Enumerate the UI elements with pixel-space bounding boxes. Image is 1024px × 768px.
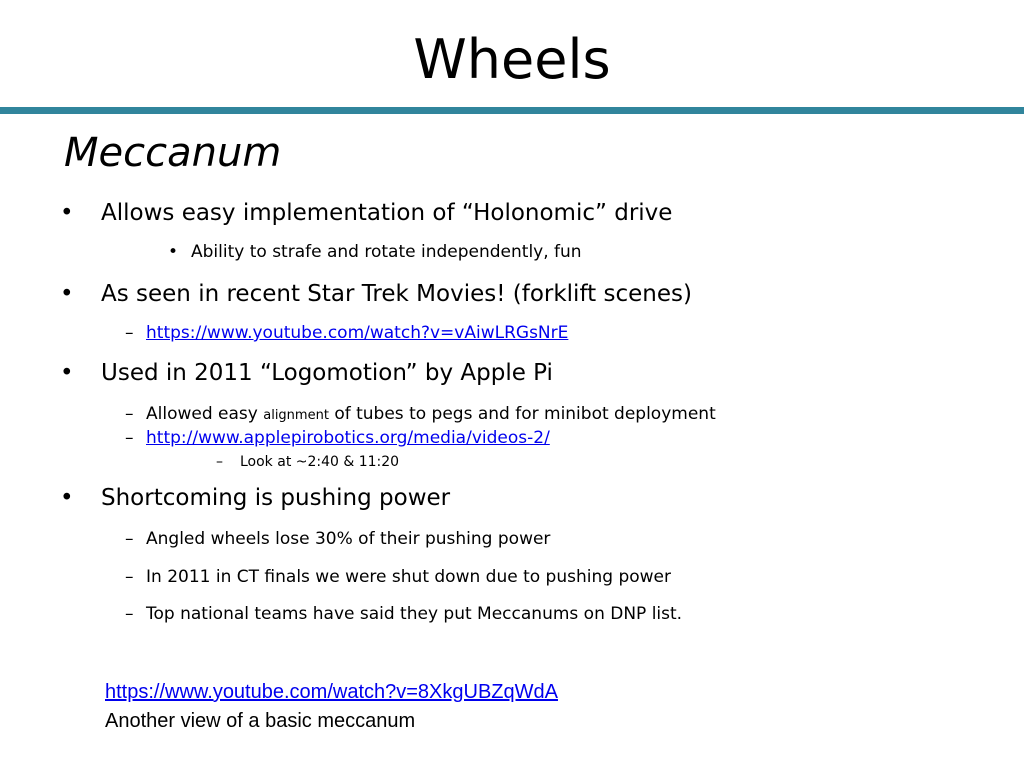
footer-caption: Another view of a basic meccanum: [105, 710, 416, 732]
sub-item-alignment: [146, 403, 716, 427]
applepi-videos-link[interactable]: http://www.applepirobotics.org/media/videos-2/: [146, 428, 550, 448]
sub-bullet-marker: •: [168, 242, 179, 262]
youtube-link-basic-meccanum[interactable]: https://www.youtube.com/watch?v=8XkgUBZqWdA: [105, 681, 558, 703]
dash-marker: –: [125, 323, 134, 343]
slide-title: Wheels: [413, 28, 611, 91]
alignment-text-after: of tubes to pegs and for minibot deployment: [328, 404, 716, 424]
dash-marker: –: [125, 604, 134, 624]
bullet-shortcoming: Shortcoming is pushing power: [101, 485, 451, 511]
dash-marker: –: [216, 454, 223, 470]
title-divider: [0, 107, 1024, 114]
sub-item-angled-wheels: Angled wheels lose 30% of their pushing power: [146, 529, 551, 549]
bullet-marker: •: [60, 360, 74, 386]
bullet-star-trek: As seen in recent Star Trek Movies! (forklift scenes): [101, 281, 692, 307]
sub-item-dnp-list: Top national teams have said they put Meccanums on DNP list.: [146, 604, 683, 624]
section-heading: Meccanum: [64, 130, 282, 176]
alignment-text-before: Allowed easy: [146, 404, 264, 424]
alignment-text-small: alignment: [263, 408, 329, 423]
sub-sub-item-timestamps: Look at ~2:40 & 11:20: [240, 454, 400, 470]
youtube-link-forklift[interactable]: https://www.youtube.com/watch?v=vAiwLRGsNrE: [146, 323, 569, 343]
bullet-holonomic-drive: Allows easy implementation of “Holonomic” drive: [101, 200, 673, 226]
bullet-marker: •: [60, 200, 74, 226]
bullet-logomotion: Used in 2011 “Logomotion” by Apple Pi: [101, 360, 553, 386]
dash-marker: –: [125, 567, 134, 587]
dash-marker: –: [125, 404, 134, 424]
sub-bullet-strafe-rotate: Ability to strafe and rotate independently, fun: [191, 242, 582, 262]
bullet-marker: •: [60, 485, 74, 511]
dash-marker: –: [125, 529, 134, 549]
sub-item-ct-finals: In 2011 in CT finals we were shut down due to pushing power: [146, 567, 671, 587]
bullet-marker: •: [60, 281, 74, 307]
dash-marker: –: [125, 428, 134, 448]
